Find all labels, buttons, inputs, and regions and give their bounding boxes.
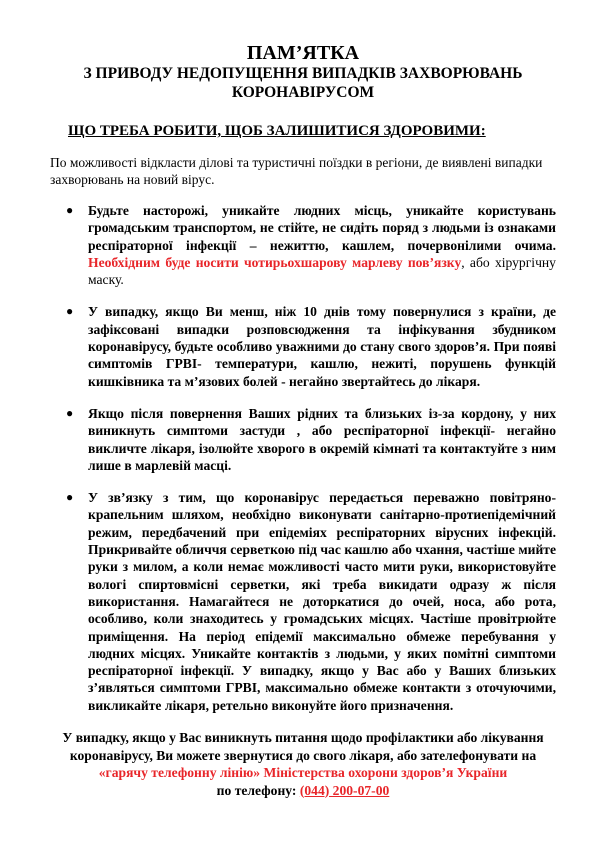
phone-line <box>46 782 560 800</box>
footer-line2: коронавірусу, Ви можете звернутися до свого лікаря, або зателефонувати на <box>69 747 537 763</box>
list-item <box>46 405 560 474</box>
phone-label: по телефону: <box>216 782 300 798</box>
document-subtitle-line1: З ПРИВОДУ НЕДОПУЩЕННЯ ВИПАДКІВ ЗАХВОРЮВАНЬ <box>83 65 523 82</box>
item4-text: У зв’язку з тим, що коронавірус передається переважно повітряно-крапельним шляхом, необхідно виконувати санітарно-протиепідемічний режим, передбачений при епідеміях респіраторних вірусних інфекцій. Прикривайте обличчя серветкою під час кашлю або чхання, частіше мийте руки з милом, а коли немає можливості часто мити руки, використовуйте вологі спиртовмісні серветки, які треба викидати одразу ж після використання. Намагайтеся не доторкатися до очей, носа, або рота, особливо, коли знаходитесь у громадських місцях. Частіше провітрюйте приміщення. На період епідемії максимально обмеже перебування у людних місцях. Уникайте контактів з людьми, у яких помітні симптоми респіраторної інфекції. У випадку, якщо у Вас або у Ваших близьких з’являться симптоми ГРВІ, максимально обмеже контакти з оточуючими, викликайте лікаря, ретельно виконуйте його призначення. <box>88 490 556 713</box>
document-subtitle-line2: КОРОНАВІРУСОМ <box>231 84 375 101</box>
bullet-icon: ● <box>66 405 74 420</box>
recommendations-list <box>46 202 560 714</box>
document-title: ПАМ’ЯТКА <box>246 42 360 64</box>
item3-text: Якщо після повернення Ваших рідних та близьких із-за кордону, у них виникнуть симптоми застуди , або респіраторної інфекції- негайно викличте лікаря, ізолюйте хворого в окремій кімнаті та контактуйте з ним лише в марлевій масці. <box>88 405 556 473</box>
item1-mask-warning: Необхідним буде носити чотирьохшарову марлеву пов’язку <box>88 254 462 270</box>
intro-paragraph: По можливості відкласти ділові та туристичні поїздки в регіони, де виявлені випадки захворювань на новий вірус. <box>50 155 543 187</box>
footer-line1: У випадку, якщо у Вас виникнуть питання щодо профілактики або лікування <box>62 730 544 746</box>
bullet-icon: ● <box>66 304 74 319</box>
section-heading: ЩО ТРЕБА РОБИТИ, ЩОБ ЗАЛИШИТИСЯ ЗДОРОВИМИ: <box>68 123 486 139</box>
item1-text-a: Будьте насторожі, уникайте людних місць, уникайте користувань громадським транспортом, не стійте, не сидіть поряд з людьми із ознаками респіраторної інфекції – нежиттю, кашлем, почервонілими очима. <box>88 203 556 253</box>
bullet-icon: ● <box>66 490 74 505</box>
list-item <box>46 202 560 288</box>
phone-number: (044) 200-07-00 <box>299 782 390 798</box>
hotline-text: «гарячу телефонну лінію» Міністерства охорони здоров’я України <box>98 765 508 781</box>
item2-text: У випадку, якщо Ви менш, ніж 10 днів тому повернулися з країни, де зафіксовані випадки розповсюдження та інфікування збудником коронавірусу, будьте особливо уважними до стану свого здоров’я. При появі симптомів ГРВІ- температури, кашлю, нежиті, порушень функцій кишківника та м’язових болей - негайно звертайтесь до лікаря. <box>88 304 556 389</box>
item1-text-b: , або хірургічну маску. <box>88 254 556 288</box>
bullet-icon: ● <box>66 203 74 217</box>
list-item <box>46 303 560 389</box>
footer-contact <box>46 729 560 799</box>
list-item <box>46 489 560 714</box>
